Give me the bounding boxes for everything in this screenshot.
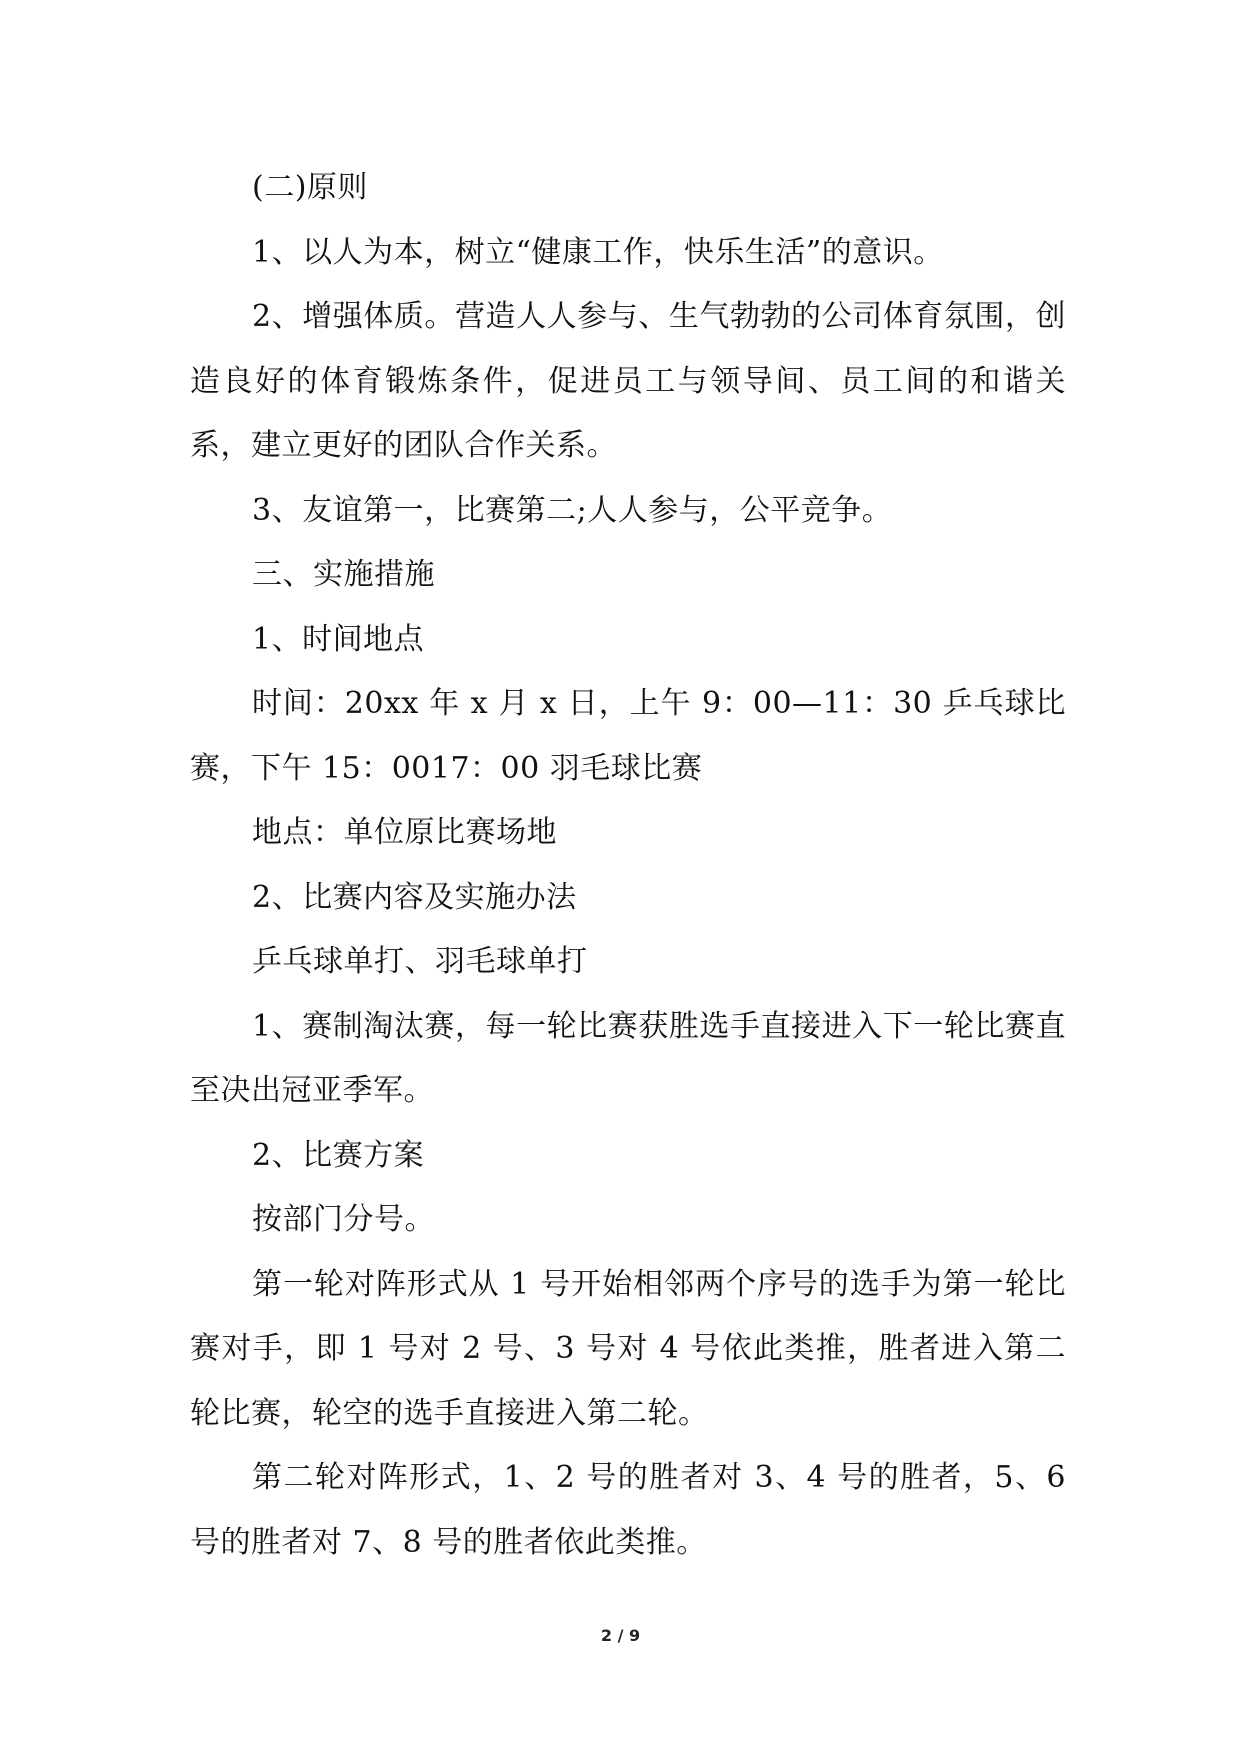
round-one-paragraph: 第一轮对阵形式从 1 号开始相邻两个序号的选手为第一轮比赛对手，即 1 号对 2 号、3 号对 4 号依此类推，胜者进入第二轮比赛，轮空的选手直接进入第二轮。 xyxy=(190,1266,1066,1431)
section-heading-principles: (二)原则 xyxy=(252,170,368,205)
format-paragraph: 1、赛制淘汰赛，每一轮比赛获胜选手直接进入下一轮比赛直至决出冠亚季军。 xyxy=(190,1008,1066,1108)
round-two-paragraph: 第二轮对阵形式，1、2 号的胜者对 3、4 号的胜者，5、6 号的胜者对 7、8 号的胜者依此类推。 xyxy=(190,1460,1066,1560)
time-paragraph: 时间：20xx 年 x 月 x 日，上午 9：00—11：30 乒乓球比赛，下午 15：0017：00 羽毛球比赛 xyxy=(190,686,1066,786)
principle-item-2: 2、增强体质。营造人人参与、生气勃勃的公司体育氛围，创造良好的体育锻炼条件，促进员工与领导间、员工间的和谐关系，建立更好的团队合作关系。 xyxy=(190,299,1066,463)
principle-item-1: 1、以人为本，树立“健康工作，快乐生活”的意识。 xyxy=(252,234,944,270)
section-heading-measures: 三、实施措施 xyxy=(252,557,435,592)
numbering-paragraph: 按部门分号。 xyxy=(252,1202,435,1237)
page-number: 2 / 9 xyxy=(600,1626,641,1645)
subheading-content-method: 2、比赛内容及实施办法 xyxy=(252,879,577,915)
principle-item-3: 3、友谊第一，比赛第二;人人参与，公平竞争。 xyxy=(252,492,893,528)
subheading-competition-plan: 2、比赛方案 xyxy=(252,1137,425,1173)
document-body xyxy=(190,156,1066,1575)
events-paragraph: 乒乓球单打、羽毛球单打 xyxy=(252,944,588,979)
subheading-time-place: 1、时间地点 xyxy=(252,621,425,657)
place-paragraph: 地点：单位原比赛场地 xyxy=(252,815,557,850)
